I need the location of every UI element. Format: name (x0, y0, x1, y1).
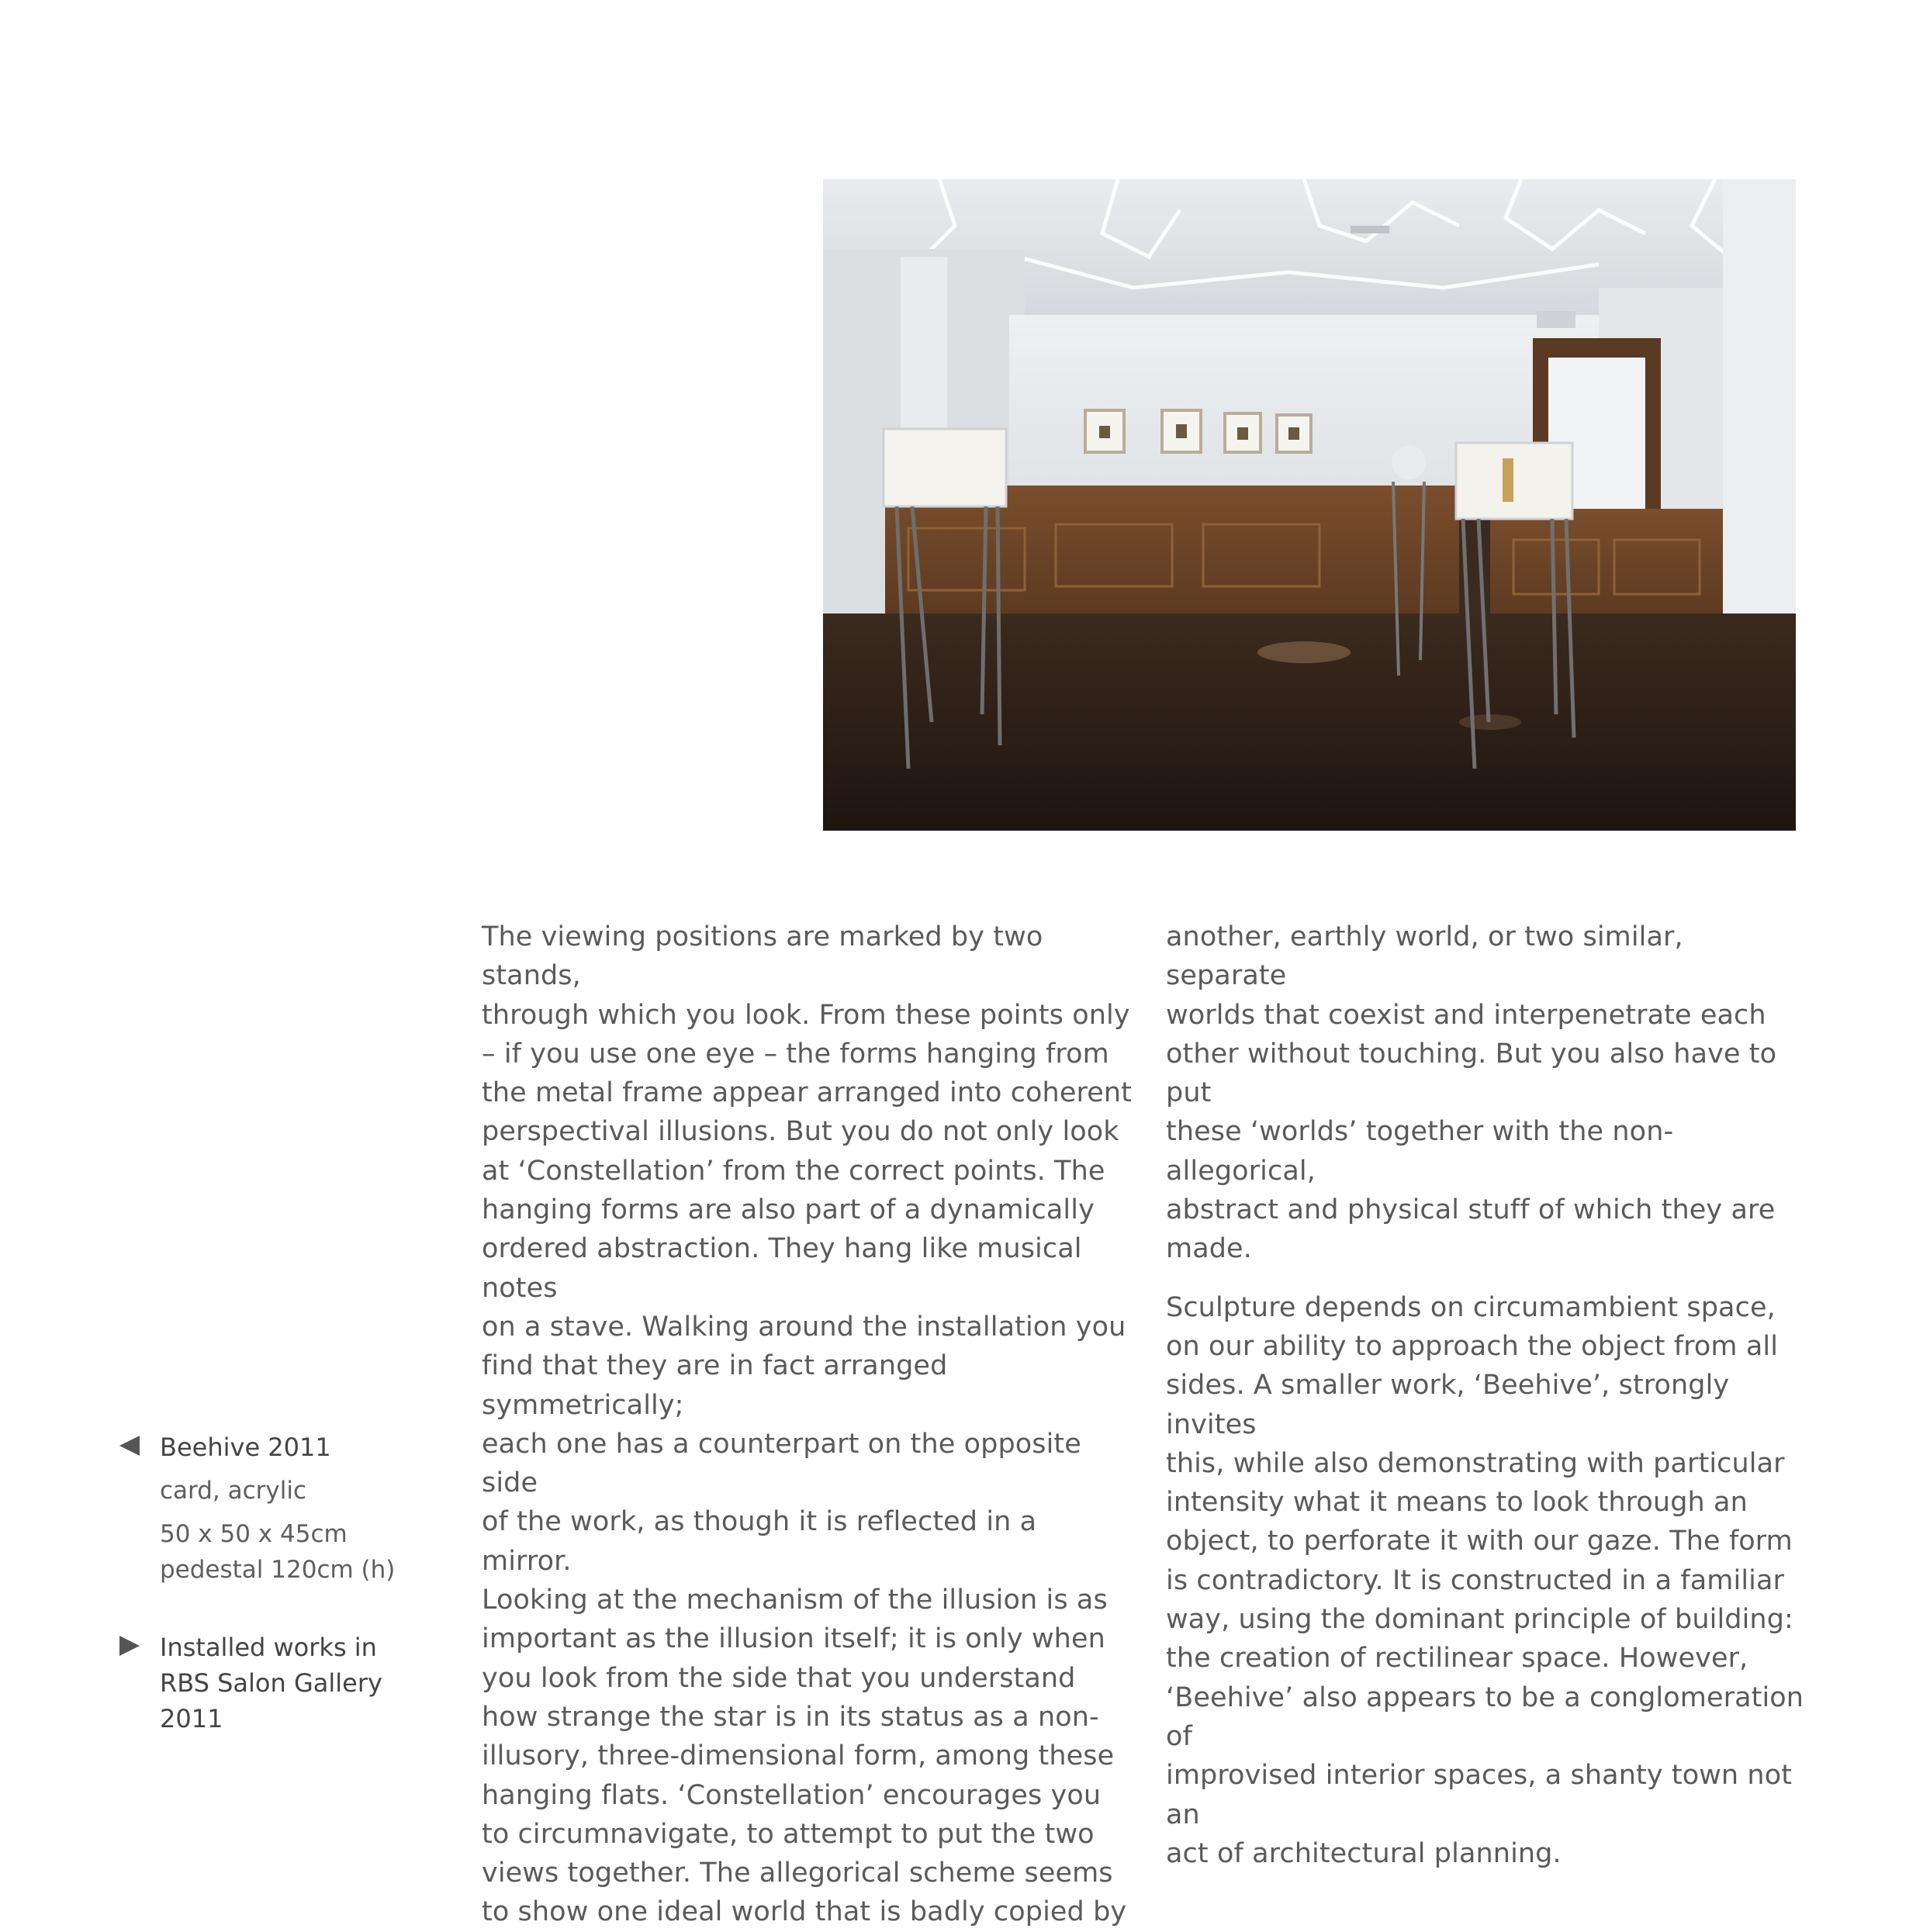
caption-title: Installed works in RBS Salon Gallery 2011 (160, 1633, 382, 1733)
caption-installed-works (118, 1630, 382, 1737)
body-paragraph: Sculpture depends on circumambient space, on our ability to approach the object from all sides. A smaller work, ‘Beehive’, strongly invites this, while also demonstrating with particular intensity what it means to look through an object, to perforate it with our gaze. The form is contradictory. It is constructed in a familiar way, using the dominant principle of building: the creation of rectilinear space. However, ‘Beehive’ also appears to be a conglomeration of improvised interior spaces, a shanty town not an act of architectural planning. (1166, 1291, 1804, 1869)
caption-pedestal: pedestal 120cm (h) (160, 1556, 396, 1584)
caption-title: Beehive 2011 (160, 1433, 331, 1462)
body-paragraph: another, earthly world, or two similar, separate worlds that coexist and interpenetrate each other without touching. But you also have to put these ‘worlds’ together with the non-allegorical, abstract and physical stuff of which they are made. (1166, 921, 1777, 1265)
body-text-left-column (482, 918, 1133, 1932)
caption-beehive (118, 1429, 395, 1588)
caption-material: card, acrylic (160, 1477, 307, 1505)
triangle-left-icon (118, 1429, 160, 1464)
caption-dimensions: 50 x 50 x 45cm (160, 1520, 348, 1548)
gallery-installation-photo (823, 179, 1796, 831)
body-text-right-column (1166, 918, 1810, 1873)
body-paragraph: The viewing positions are marked by two stands, through which you look. From these points only – if you use one eye – the forms hanging from the metal frame appear arranged into coherent perspectival illusions. But you do not only look at ‘Constellation’ from the correct points. The hanging forms are also part of a dynamically ordered abstraction. They hang like musical notes on a stave. Walking around the installation you find that they are in fact arranged symmetrically; each one has a counterpart on the opposite side of the work, as though it is reflected in a mirror. Looking at the mechanism of the illusion is as important as the illusion itself; it is only when you look from the side that you understand how strange the star is in its status as a non- illusory, three-dimensional form, among these hanging flats. ‘Constellation’ encourages you to circumnavigate, to attempt to put the two views together. The allegorical scheme seems to show one ideal world that is badly copied by (482, 921, 1132, 1928)
triangle-right-icon (118, 1630, 160, 1664)
